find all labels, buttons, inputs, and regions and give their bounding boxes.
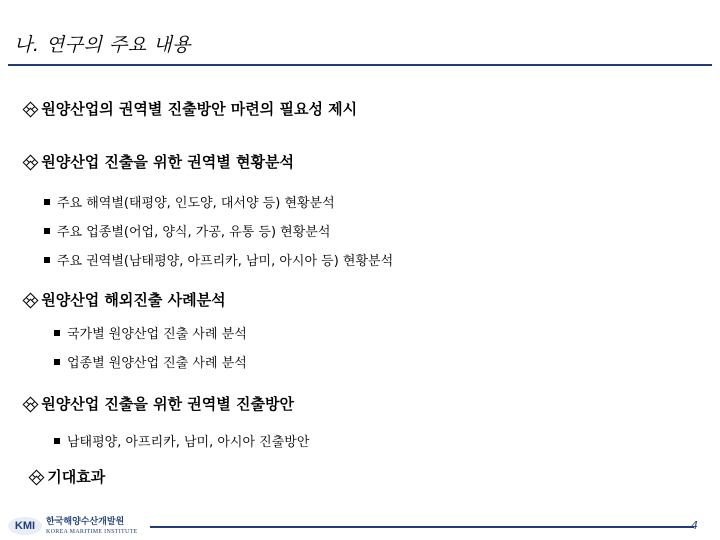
logo-english-text: KOREA MARITIME INSTITUTE xyxy=(46,528,138,535)
list-item xyxy=(44,250,393,269)
list-item-text: 업종별 원양산업 진출 사례 분석 xyxy=(67,356,247,371)
slide-title: 나. 연구의 주요 내용 xyxy=(14,34,191,56)
square-bullet-icon xyxy=(54,359,60,365)
section-heading-4 xyxy=(24,393,294,414)
square-bullet-icon xyxy=(44,228,50,234)
diamond-bullet-icon xyxy=(24,103,36,115)
square-bullet-icon xyxy=(54,438,60,444)
title-divider xyxy=(8,64,712,66)
section-heading-text: 기대효과 xyxy=(47,468,106,486)
section-heading-text: 원양산업 진출을 위한 권역별 진출방안 xyxy=(41,395,294,413)
list-item-text: 주요 업종별(어업, 양식, 가공, 유통 등) 현황분석 xyxy=(57,225,331,240)
square-bullet-icon xyxy=(44,257,50,263)
logo-korean-text: 한국해양수산개발원 xyxy=(46,516,125,527)
diamond-bullet-icon xyxy=(24,294,36,306)
kmi-logo xyxy=(8,516,138,536)
section-heading-text: 원양산업 해외진출 사례분석 xyxy=(41,291,226,309)
list-item-text: 주요 해역별(태평양, 인도양, 대서양 등) 현황분석 xyxy=(57,196,335,211)
section-heading-3 xyxy=(24,289,226,310)
diamond-bullet-icon xyxy=(30,471,42,483)
page-number: 4 xyxy=(691,519,698,532)
logo-mark: KMI xyxy=(8,517,42,535)
section-heading-2 xyxy=(24,151,294,172)
section-heading-text: 원양산업 진출을 위한 권역별 현황분석 xyxy=(41,153,294,171)
list-item-text: 주요 권역별(남태평양, 아프리카, 남미, 아시아 등) 현황분석 xyxy=(57,254,394,269)
list-item-text: 남태평양, 아프리카, 남미, 아시아 진출방안 xyxy=(67,435,310,450)
square-bullet-icon xyxy=(44,199,50,205)
footer-divider xyxy=(150,526,694,528)
square-bullet-icon xyxy=(54,330,60,336)
list-item xyxy=(44,221,330,240)
diamond-bullet-icon xyxy=(24,398,36,410)
list-item xyxy=(54,323,247,342)
list-item-text: 국가별 원양산업 진출 사례 분석 xyxy=(67,327,247,342)
list-item xyxy=(44,192,335,211)
list-item xyxy=(54,352,247,371)
diamond-bullet-icon xyxy=(24,156,36,168)
section-heading-text: 원양산업의 권역별 진출방안 마련의 필요성 제시 xyxy=(41,100,358,118)
list-item xyxy=(54,431,309,450)
section-heading-5 xyxy=(30,466,105,487)
section-heading-1 xyxy=(24,98,357,119)
